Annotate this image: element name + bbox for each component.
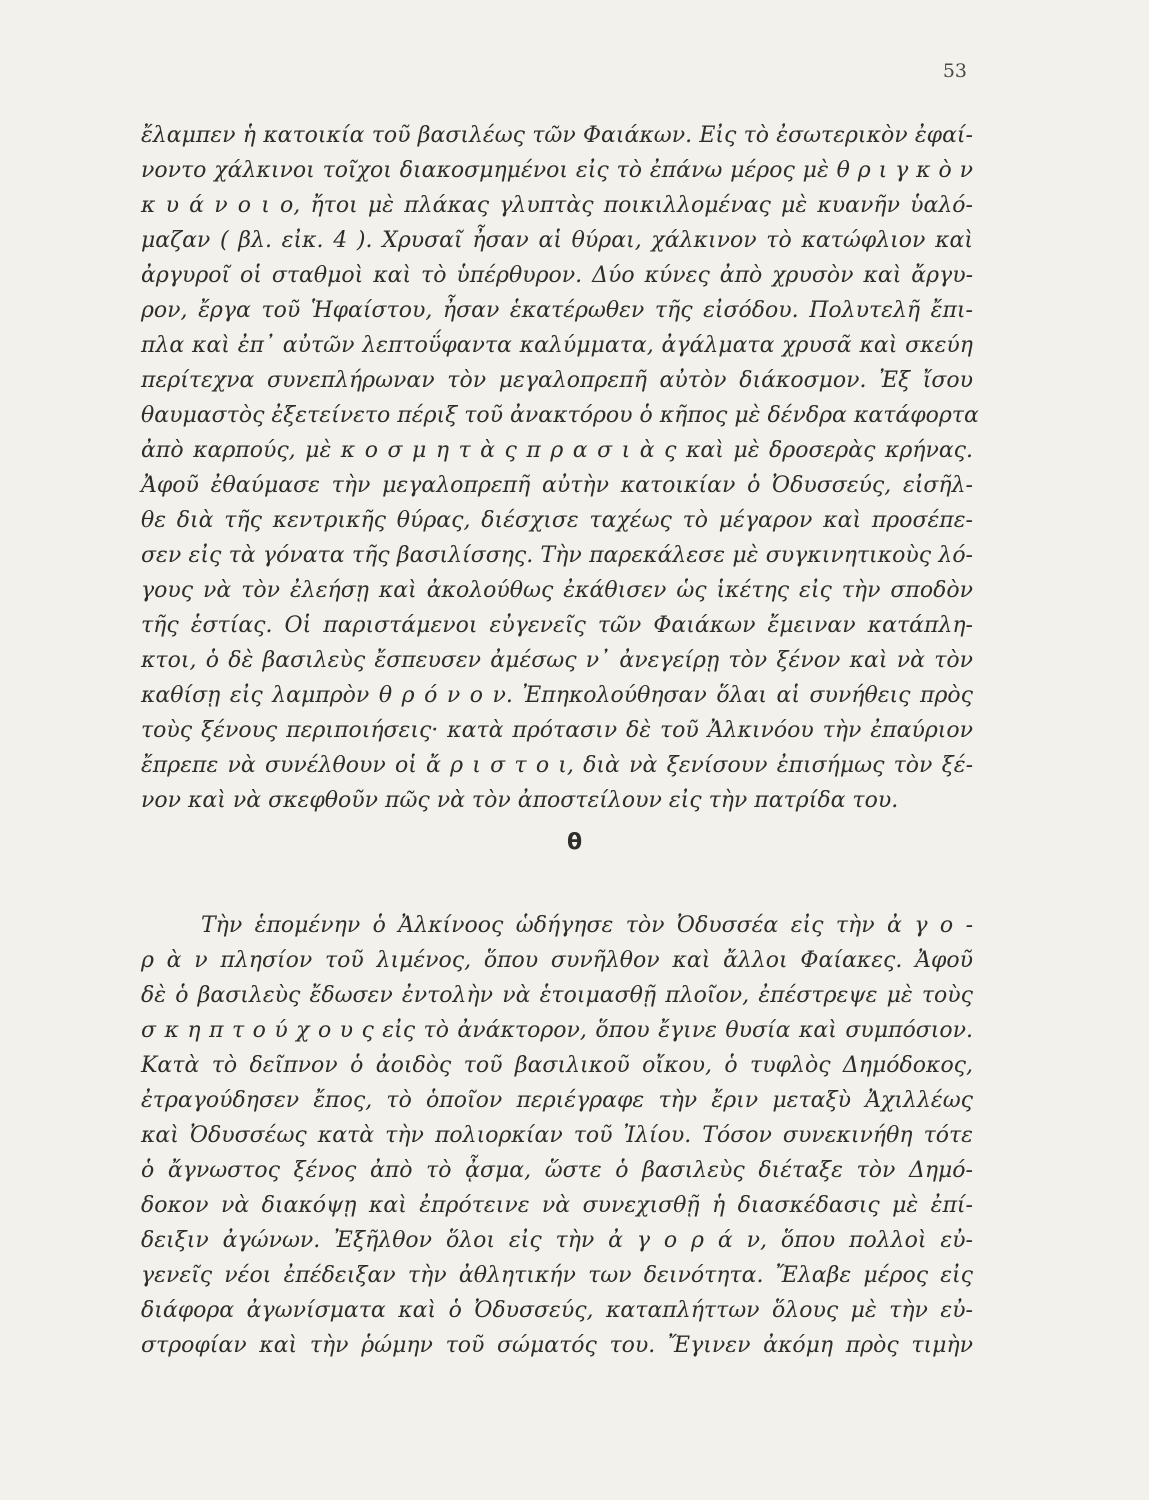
text-line: σεν εἰς τὰ γόνατα τῆς βασιλίσσης. Τὴν παρεκάλεσε μὲ συγκινητικοὺς λό- xyxy=(141,543,973,568)
text-line: Ἀφοῦ ἐθαύμασε τὴν μεγαλοπρεπῆ αὐτὴν κατοικίαν ὁ Ὀδυσσεύς, εἰσῆλ- xyxy=(141,473,973,498)
text-line: δὲ ὁ βασιλεὺς ἔδωσεν ἐντολὴν νὰ ἑτοιμασθῇ πλοῖον, ἐπέστρεψε μὲ τοὺς xyxy=(141,983,973,1008)
text-line: Κατὰ τὸ δεῖπνον ὁ ἀοιδὸς τοῦ βασιλικοῦ οἴκου, ὁ τυφλὸς Δημόδοκος, xyxy=(141,1053,973,1078)
text-line: Τὴν ἑπομένην ὁ Ἀλκίνοος ὡδήγησε τὸν Ὀδυσσέα εἰς τὴν ἀ γ ο - xyxy=(201,913,973,938)
text-line: ἔλαμπεν ἡ κατοικία τοῦ βασιλέως τῶν Φαιάκων. Εἰς τὸ ἐσωτερικὸν ἐφαί- xyxy=(141,123,973,148)
text-line: καθίσῃ εἰς λαμπρὸν θ ρ ό ν ο ν. Ἐπηκολούθησαν ὅλαι αἱ συνήθεις πρὸς xyxy=(141,683,973,708)
text-line: ἀπὸ καρπούς, μὲ κ ο σ μ η τ ὰ ς π ρ α σ ι ὰ ς καὶ μὲ δροσερὰς κρήνας. xyxy=(141,438,973,463)
text-line: στροφίαν καὶ τὴν ῥώμην τοῦ σώματός του. Ἔγινεν ἀκόμη πρὸς τιμὴν xyxy=(141,1333,973,1358)
page-number: 53 xyxy=(942,60,967,82)
text-line: ὁ ἄγνωστος ξένος ἀπὸ τὸ ᾆσμα, ὥστε ὁ βασιλεὺς διέταξε τὸν Δημό- xyxy=(141,1158,973,1183)
text-line: καὶ Ὀδυσσέως κατὰ τὴν πολιορκίαν τοῦ Ἰλίου. Τόσον συνεκινήθη τότε xyxy=(141,1123,973,1148)
text-line: τοὺς ξένους περιποιήσεις· κατὰ πρότασιν δὲ τοῦ Ἀλκινόου τὴν ἐπαύριον xyxy=(141,718,973,743)
passage-agora-games xyxy=(141,908,973,1363)
text-line: κτοι, ὁ δὲ βασιλεὺς ἔσπευσεν ἀμέσως ν᾽ ἀνεγείρῃ τὸν ξένον καὶ νὰ τὸν xyxy=(141,648,973,673)
text-line: τῆς ἑστίας. Οἱ παριστάμενοι εὐγενεῖς τῶν Φαιάκων ἔμειναν κατάπλη- xyxy=(141,613,973,638)
text-line: μαζαν ( βλ. εἰκ. 4 ). Χρυσαῖ ἦσαν αἱ θύραι, χάλκινον τὸ κατώφλιον καὶ xyxy=(141,228,973,253)
text-line: ἐτραγούδησεν ἔπος, τὸ ὁποῖον περιέγραφε τὴν ἔριν μεταξὺ Ἀχιλλέως xyxy=(141,1088,973,1113)
section-heading: θ xyxy=(566,830,583,855)
text-line: νον καὶ νὰ σκεφθοῦν πῶς νὰ τὸν ἀποστείλουν εἰς τὴν πατρίδα του. xyxy=(141,788,899,813)
text-line: γενεῖς νέοι ἐπέδειξαν τὴν ἀθλητικήν των δεινότητα. Ἔλαβε μέρος εἰς xyxy=(141,1263,973,1288)
text-line: θαυμαστὸς ἐξετείνετο πέριξ τοῦ ἀνακτόρου ὁ κῆπος μὲ δένδρα κατάφορτα xyxy=(141,403,979,428)
text-line: κ υ ά ν ο ι ο, ἤτοι μὲ πλάκας γλυπτὰς ποικιλλομένας μὲ κυανῆν ὑαλό- xyxy=(141,193,973,218)
text-line: νοντο χάλκινοι τοῖχοι διακοσμημένοι εἰς τὸ ἐπάνω μέρος μὲ θ ρ ι γ κ ὸ ν xyxy=(141,158,973,183)
text-line: διάφορα ἀγωνίσματα καὶ ὁ Ὀδυσσεύς, καταπλήττων ὅλους μὲ τὴν εὐ- xyxy=(141,1298,973,1323)
text-line: θε διὰ τῆς κεντρικῆς θύρας, διέσχισε ταχέως τὸ μέγαρον καὶ προσέπε- xyxy=(141,508,973,533)
text-line: πλα καὶ ἐπ᾽ αὐτῶν λεπτοΰφαντα καλύμματα, ἀγάλματα χρυσᾶ καὶ σκεύη xyxy=(141,333,973,358)
text-line: δειξιν ἀγώνων. Ἐξῆλθον ὅλοι εἰς τὴν ἀ γ ο ρ ά ν, ὅπου πολλοὶ εὐ- xyxy=(141,1228,973,1253)
text-line: δοκον νὰ διακόψῃ καὶ ἐπρότεινε νὰ συνεχισθῇ ἡ διασκέδασις μὲ ἐπί- xyxy=(141,1193,973,1218)
text-line: σ κ η π τ ο ύ χ ο υ ς εἰς τὸ ἀνάκτορον, ὅπου ἔγινε θυσία καὶ συμπόσιον. xyxy=(141,1018,973,1043)
text-line: γους νὰ τὸν ἐλεήσῃ καὶ ἀκολούθως ἐκάθισεν ὡς ἱκέτης εἰς τὴν σποδὸν xyxy=(141,578,973,603)
text-line: ἔπρεπε νὰ συνέλθουν οἱ ἄ ρ ι σ τ ο ι, διὰ νὰ ξενίσουν ἐπισήμως τὸν ξέ- xyxy=(141,753,973,778)
text-line: ἀργυροῖ οἱ σταθμοὶ καὶ τὸ ὑπέρθυρον. Δύο κύνες ἀπὸ χρυσὸν καὶ ἄργυ- xyxy=(141,263,973,288)
text-line: ρ ὰ ν πλησίον τοῦ λιμένος, ὅπου συνῆλθον καὶ ἄλλοι Φαίακες. Ἀφοῦ xyxy=(141,948,973,973)
text-line: ρον, ἔργα τοῦ Ἡφαίστου, ἦσαν ἑκατέρωθεν τῆς εἰσόδου. Πολυτελῆ ἔπι- xyxy=(141,298,973,323)
passage-alcinous-palace xyxy=(141,118,979,818)
text-line: περίτεχνα συνεπλήρωναν τὸν μεγαλοπρεπῆ αὐτὸν διάκοσμον. Ἐξ ἴσου xyxy=(141,368,973,393)
